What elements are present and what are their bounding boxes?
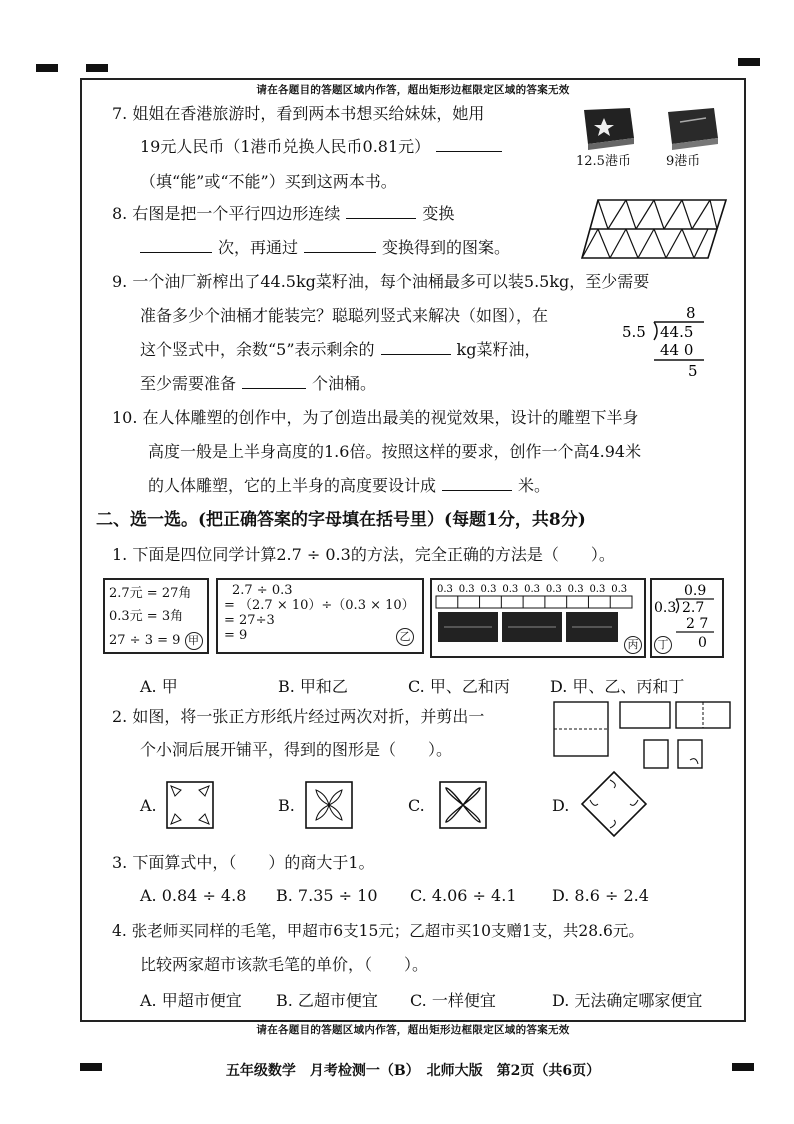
q9-line2: 准备多少个油桶才能装完？聪聪列竖式来解决（如图），在 [140, 306, 549, 325]
q9-line3: 这个竖式中，余数“5”表示剩余的 kg菜籽油， [140, 340, 541, 359]
q9-blank-remainder[interactable] [381, 340, 451, 355]
s4-line2: 比较两家超市该款毛笔的单价，（ ）。 [140, 955, 429, 974]
s1-option-b[interactable]: B. 甲和乙 [278, 677, 348, 696]
div-dividend: 44.5 [660, 323, 694, 341]
s4-option-a[interactable]: A. 甲超市便宜 [140, 991, 242, 1010]
book2-price: 9港币 [666, 154, 701, 169]
s2-line1: 2. 如图，将一张正方形纸片经过两次对折，并剪出一 [112, 707, 485, 726]
s4-option-d[interactable]: D. 无法确定哪家便宜 [552, 991, 703, 1010]
s4-option-b[interactable]: B. 乙超市便宜 [276, 991, 378, 1010]
method-ding-box [650, 578, 724, 658]
q7-line2: 19元人民币（1港币兑换人民币0.81元） [140, 137, 508, 157]
tag-yi: 乙 [396, 628, 414, 646]
tag-ding: 丁 [654, 636, 672, 654]
div-product: 44 0 [660, 341, 694, 359]
method-bing-box [430, 578, 646, 658]
s3-option-d[interactable]: D. 8.6 ÷ 2.4 [552, 886, 649, 905]
yi-line: = （2.7 × 10）÷（0.3 × 10） [224, 598, 415, 613]
paper-folding-figure [552, 698, 732, 774]
div-remainder: 5 [688, 362, 698, 380]
bing-segment-label: 0.3 [480, 584, 497, 595]
bing-segment-label: 0.3 [589, 584, 606, 595]
tag-jia: 甲 [185, 632, 203, 650]
bing-segment-label: 0.3 [545, 584, 562, 595]
q7-answer-blank[interactable] [436, 137, 502, 152]
bing-bar-model [432, 580, 640, 652]
q8-blank-transform2[interactable] [304, 238, 376, 253]
ding-product: 2 7 [686, 616, 709, 632]
q8-blank-transform[interactable] [346, 204, 416, 219]
s4-option-c[interactable]: C. 一样便宜 [410, 991, 496, 1010]
q9-line1: 9. 一个油厂新榨出了44.5kg菜籽油，每个油桶最多可以装5.5kg，至少需要 [112, 272, 650, 291]
answer-area-notice-bottom: 请在各题目的答题区域内作答，超出矩形边框限定区域的答案无效 [256, 1024, 570, 1036]
method-yi-box [216, 578, 424, 654]
registration-mark [738, 58, 760, 66]
s2-line2: 个小洞后展开铺平，得到的图形是（ ）。 [140, 740, 453, 759]
div-divisor: 5.5 [622, 323, 646, 341]
book1-price: 12.5港币 [576, 154, 631, 169]
s2-figure-d [580, 770, 648, 838]
s1-option-d[interactable]: D. 甲、乙、丙和丁 [550, 677, 685, 696]
book-icon [574, 104, 640, 150]
q10-line2: 高度一般是上半身高度的1.6倍。按照这样的要求，创作一个高4.94米 [148, 442, 642, 461]
parallelogram-tiling-figure [580, 198, 730, 260]
q7-line1: 7. 姐姐在香港旅游时，看到两本书想买给妹妹，她用 [112, 104, 485, 123]
registration-mark [86, 64, 108, 72]
q8-line1: 8. 右图是把一个平行四边形连续 变换 [112, 204, 455, 223]
registration-mark [36, 64, 58, 72]
s2-option-c[interactable]: C. [408, 796, 425, 815]
bing-segment-label: 0.3 [567, 584, 584, 595]
q9-line4: 至少需要准备 个油桶。 [140, 374, 377, 393]
q9-long-division [620, 304, 710, 384]
method-jia-box [103, 578, 209, 654]
yi-line: 2.7 ÷ 0.3 [232, 583, 293, 598]
bing-segment-label: 0.3 [458, 584, 475, 595]
book-icon [662, 104, 722, 150]
s1-option-c[interactable]: C. 甲、乙和丙 [408, 677, 510, 696]
q9-blank-barrels[interactable] [242, 374, 306, 389]
s3-option-a[interactable]: A. 0.84 ÷ 4.8 [140, 886, 247, 905]
answer-area-notice-top: 请在各题目的答题区域内作答，超出矩形边框限定区域的答案无效 [256, 84, 570, 96]
q10-line3: 的人体雕塑，它的上半身的高度要设计成 米。 [148, 476, 551, 495]
bing-segment-label: 0.3 [437, 584, 453, 595]
s4-line1: 4. 张老师买同样的毛笔，甲超市6支15元；乙超市买10支赠1支，共28.6元。 [112, 922, 644, 940]
s3-option-c[interactable]: C. 4.06 ÷ 4.1 [410, 886, 517, 905]
q10-blank-height[interactable] [442, 476, 512, 491]
s2-option-b[interactable]: B. [278, 796, 295, 815]
jia-line: 2.7元 = 27角 [109, 586, 192, 601]
s1-stem: 1. 下面是四位同学计算2.7 ÷ 0.3的方法，完全正确的方法是（ ）。 [112, 545, 615, 564]
s1-option-a[interactable]: A. 甲 [140, 677, 178, 696]
ding-remainder: 0 [698, 635, 707, 651]
ding-dividend: 2.7 [682, 600, 705, 616]
s2-option-d[interactable]: D. [552, 796, 570, 815]
jia-line: 27 ÷ 3 = 9 甲 [109, 632, 203, 650]
bing-segment-label: 0.3 [524, 584, 541, 595]
tag-bing: 丙 [624, 636, 642, 654]
bing-segment-label: 0.3 [502, 584, 519, 595]
jia-line: 0.3元 = 3角 [109, 609, 184, 624]
s3-stem: 3. 下面算式中，（ ）的商大于1。 [112, 853, 375, 872]
s2-option-a[interactable]: A. [140, 796, 157, 815]
div-quotient: 8 [686, 304, 696, 322]
q8-line2: 次，再通过 变换得到的图案。 [140, 238, 510, 258]
yi-line: = 27÷3 [224, 613, 275, 628]
s2-figure-b [304, 780, 354, 830]
ding-divisor: 0.3 [654, 600, 677, 616]
yi-line: = 9 [224, 628, 248, 643]
q10-line1: 10. 在人体雕塑的创作中，为了创造出最美的视觉效果，设计的雕塑下半身 [112, 408, 639, 427]
q8-blank-times[interactable] [140, 238, 212, 253]
section2-title: 二、选一选。(把正确答案的字母填在括号里）(每题1分，共8分) [96, 510, 586, 530]
s2-figure-c [438, 780, 488, 830]
s3-option-b[interactable]: B. 7.35 ÷ 10 [276, 886, 378, 905]
s2-figure-a [165, 780, 215, 830]
page-footer: 五年级数学 月考检测一（B） 北师大版 第2页（共6页） [225, 1063, 601, 1079]
ding-quotient: 0.9 [684, 583, 707, 599]
q7-line3: （填“能”或“不能”）买到这两本书。 [140, 172, 397, 191]
bing-segment-label: 0.3 [611, 584, 628, 595]
